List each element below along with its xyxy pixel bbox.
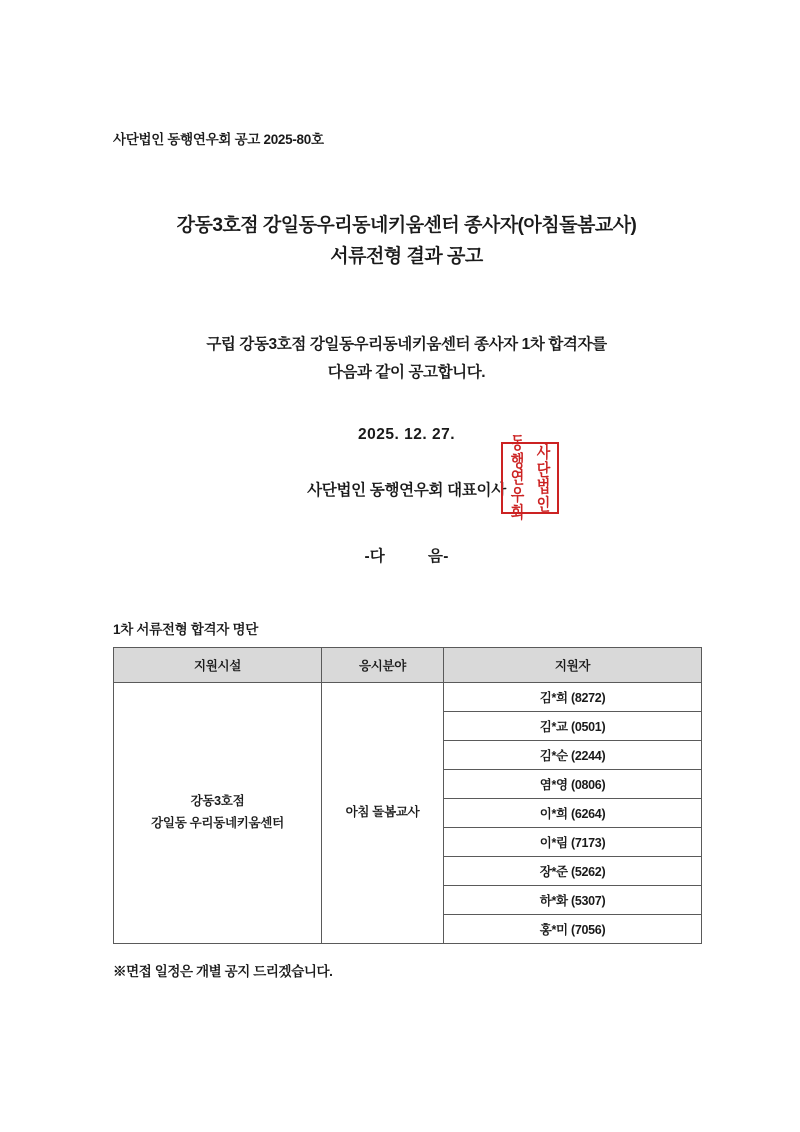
table-body xyxy=(114,683,702,944)
facility-cell xyxy=(114,683,322,944)
next-section-marker xyxy=(113,544,700,566)
applicant-cell: 하*화 (5307) xyxy=(444,886,702,915)
applicant-cell: 장*준 (5262) xyxy=(444,857,702,886)
seal-col1-char3: 연 xyxy=(510,468,524,488)
table-row xyxy=(114,683,702,712)
applicant-cell: 김*순 (2244) xyxy=(444,741,702,770)
applicant-cell: 김*교 (0501) xyxy=(444,712,702,741)
document-title xyxy=(113,210,700,273)
page-title-line-1: 강동3호점 강일동우리동네키움센터 종사자(아침돌봄교사) xyxy=(176,215,637,236)
applicant-cell: 이*희 (6264) xyxy=(444,799,702,828)
column-header-applicant: 지원자 xyxy=(444,648,702,683)
results-table xyxy=(113,647,702,944)
column-header-facility: 지원시설 xyxy=(114,648,322,683)
next-marker-right: 음- xyxy=(428,548,449,566)
facility-line-2: 강일동 우리동네키움센터 xyxy=(151,816,284,831)
seal-col2-char4: 인 xyxy=(536,494,550,514)
list-caption: 1차 서류전형 합격자 명단 xyxy=(113,622,258,638)
seal-col2-char2: 단 xyxy=(536,459,550,479)
seal-col1-char5: 회 xyxy=(510,502,524,522)
facility-line-1: 강동3호점 xyxy=(190,794,245,809)
applicant-cell: 김*희 (8272) xyxy=(444,683,702,712)
table-header-row xyxy=(114,648,702,683)
field-cell: 아침 돌봄교사 xyxy=(322,683,444,944)
seal-col2-char3: 법 xyxy=(536,476,550,496)
column-header-field: 응시분야 xyxy=(322,648,444,683)
page-title-line-2: 서류전형 결과 공고 xyxy=(330,246,483,268)
applicant-cell: 홍*미 (7056) xyxy=(444,915,702,944)
applicant-cell: 염*영 (0806) xyxy=(444,770,702,799)
intro-paragraph xyxy=(113,331,700,388)
official-seal-icon xyxy=(501,433,559,522)
seal-col1-char2: 행 xyxy=(510,450,524,470)
footnote: ※면접 일정은 개별 공지 드리겠습니다. xyxy=(113,964,333,980)
applicant-cell: 이*림 (7173) xyxy=(444,828,702,857)
seal-column-1 xyxy=(511,435,524,522)
seal-col1-char1: 동 xyxy=(510,433,524,453)
intro-line-2: 다음과 같이 공고합니다. xyxy=(327,364,486,382)
signer-name: 사단법인 동행연우회 대표이사 xyxy=(307,482,506,500)
seal-col1-char4: 우 xyxy=(510,485,524,505)
intro-line-1: 구립 강동3호점 강일동우리동네키움센터 종사자 1차 합격자를 xyxy=(206,335,607,353)
table-header xyxy=(114,648,702,683)
announcement-date: 2025. 12. 27. xyxy=(358,426,455,444)
next-marker-left: -다 xyxy=(364,548,385,566)
seal-column-2 xyxy=(537,443,550,512)
seal-col2-char1: 사 xyxy=(536,442,550,462)
document-number: 사단법인 동행연우회 공고 2025-80호 xyxy=(113,132,324,147)
